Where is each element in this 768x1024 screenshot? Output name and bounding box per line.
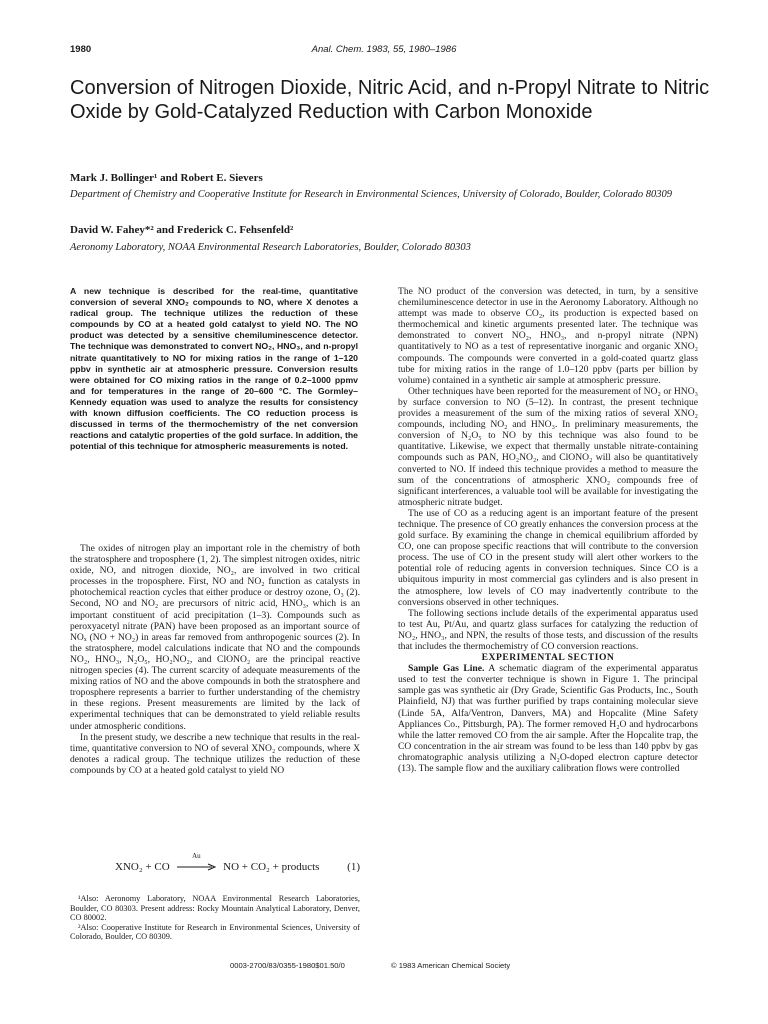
footnotes xyxy=(70,894,360,942)
body-paragraph-3: The use of CO as a reducing agent is an important feature of the present technique. The presence of CO greatly enhances the conversion process at the gold surface. By examining the change in chemical equilibrium afforded by CO, one can propose specific reactions that will contribute to the conversion process. The use of CO in the present study will alert other workers to the potential role of reducing agents in conversion techniques. Since CO is a ubiquitous impurity in most commercial gas cylinders and is also present in the atmosphere, low levels of CO may inadvertently contribute to the conversions observed in other techniques. xyxy=(398,507,698,608)
right-column xyxy=(398,286,698,774)
intro-paragraph-2: In the present study, we describe a new technique that results in the real-time, quantitative conversion to NO of several XNO₂ compounds, where X denotes a radical group. The technique utilizes the reduction of these compounds by CO at a heated gold catalyst to yield NO xyxy=(70,731,360,776)
page-number: 1980 xyxy=(70,44,92,55)
affiliation-2: Aeronomy Laboratory, NOAA Environmental Research Laboratories, Boulder, Colorado 80303 xyxy=(70,242,471,253)
section-heading: EXPERIMENTAL SECTION xyxy=(481,652,615,664)
page-header xyxy=(70,44,698,58)
intro-paragraph-1: The oxides of nitrogen play an important role in the chemistry of both the stratosphere and troposphere (1, 2). The simplest nitrogen oxides, nitric oxide, NO, and nitrogen dioxide, NO₂, are involved in two critical processes in the troposphere. First, NO and NO₂ function as catalysts in photochemical reaction cycles that either produce or destroy ozone, O₃ (2). Second, NO and NO₂ are precursors of nitric acid, HNO₃, which is an important constituent of acid precipitation (1–3). Compounds such as peroxyacetyl nitrate (PAN) have been proposed as an important source of NOₓ (NO + NO₂) in areas far removed from anthropogenic sources (2). In the stratosphere, model calculations indicate that NO and the compounds NO₂, HNO₃, N₂O₅, HO₂NO₂, and ClONO₂ are the principal reactive nitrogen species (4). The current scarcity of adequate measurements of the mixing ratios of NO and the above compounds in both the stratosphere and troposphere represents a barrier to further understanding of the chemistry in these regions. Present measurements are limited by the lack of experimental techniques that can be demonstrated to yield reliable results under atmospheric conditions. xyxy=(70,543,360,732)
equation-number: (1) xyxy=(347,861,360,873)
catalyst-label: Au xyxy=(192,852,201,860)
equation-reactants: XNO₂ + CO xyxy=(115,861,170,873)
equation-products: NO + CO₂ + products xyxy=(223,861,320,873)
body-paragraph-1: The NO product of the conversion was detected, in turn, by a sensitive chemiluminescence detector in use in the Aeronomy Laboratory. Although no attempt was made to observe CO₂, its production is expected based on thermochemical and kinetic arguments presented later. The technique was demonstrated to convert NO₂, HNO₃, and n-propyl nitrate (NPN) quantitatively to NO as a test of representative inorganic and organic XNO₂ compounds. The compounds were converted in a gold-coated quartz glass tube for mixing ratios in the range of 1.0–120 ppbv (parts per billion by volume) contained in a synthetic air sample at atmospheric pressure. xyxy=(398,286,698,386)
doi-code: 0003-2700/83/0355-1980$01.50/0 xyxy=(230,961,345,970)
page-footer xyxy=(70,961,698,973)
subsection-paragraph xyxy=(398,663,698,774)
arrow-icon xyxy=(176,863,216,871)
copyright-notice: © 1983 American Chemical Society xyxy=(391,961,511,970)
subsection-text: A schematic diagram of the experimental apparatus used to test the converter technique is shown in Figure 1. The principal sample gas was synthetic air (Dry Grade, Scientific Gas Products, Inc., South Plainfield, NJ) that was further purified by traps containing molecular sieve (Linde 5A, Alfa/Ventron, Danvers, MA) and Hopcalite (Mine Safety Appliances Co., Pittsburgh, PA). The former removed H₂O and hydrocarbons while the latter removed CO from the air sample. After the Hopcalite trap, the CO concentration in the air stream was found to be less than 140 ppbv by gas chromatographic analysis utilizing a N₂O-doped electron capture detector (13). The sample flow and the auxiliary calibration flows were controlled xyxy=(398,663,698,775)
abstract: A new technique is described for the real-time, quantitative conversion of several XNO₂ compounds to NO, where X denotes a radical group. The technique utilizes the reduction of these compounds by CO at a heated gold catalyst to yield NO. The NO product was detected by a sensitive chemiluminescence detector. The technique was demonstrated to convert NO₂, HNO₃, and n-propyl nitrate quantitatively to NO for mixing ratios in the range of 1–120 ppbv in synthetic air at atmospheric pressure. Conversion results were obtained for CO mixing ratios in the range of 0.2–1000 ppmv and for temperatures in the range of 20–600 °C. The Gormley–Kennedy equation was used to analyze the results for consistency with known diffusion coefficients. The CO reduction process is discussed in terms of the thermochemistry of the net conversion reactions and catalytic properties of the gold surface. In addition, the potential of this technique for atmospheric measurements is noted. xyxy=(70,286,358,452)
affiliation-1: Department of Chemistry and Cooperative Institute for Research in Environmental Sciences, University of Colorado, Boulder, Colorado 80309 xyxy=(70,189,673,200)
body-paragraph-4: The following sections include details of the experimental apparatus used to test Au, Pt/Au, and quartz glass surfaces for catalyzing the reduction of NO₂, HNO₃, and NPN, the results of those tests, and discussion of the results that includes the thermochemistry of CO conversion reactions. xyxy=(398,607,698,652)
footnote-1: ¹Also: Aeronomy Laboratory, NOAA Environmental Research Laboratories, Boulder, CO 80303. Present address: Rocky Mountain Analytical Laboratory, Denver, CO 80002. xyxy=(70,894,360,923)
article-title: Conversion of Nitrogen Dioxide, Nitric Acid, and n-Propyl Nitrate to Nitric Oxide by Gold-Catalyzed Reduction with Carbon Monoxide xyxy=(70,77,710,123)
catalyst-arrow xyxy=(176,852,216,873)
equation-expression xyxy=(115,852,320,873)
author-line-1: Mark J. Bollinger¹ and Robert E. Sievers xyxy=(70,172,263,184)
author-line-2: David W. Fahey*² and Frederick C. Fehsenfeld² xyxy=(70,224,294,236)
intro-column xyxy=(70,543,360,776)
equation-1 xyxy=(80,852,360,879)
journal-citation: Anal. Chem. 1983, 55, 1980–1986 xyxy=(311,44,457,55)
body-paragraph-2: Other techniques have been reported for the measurement of NO₂ or HNO₃ by surface conversion to NO (5–12). In contrast, the present technique provides a measurement of the sum of the mixing ratios of several XNO₂ compounds, including NO₂ and HNO₃. In preliminary measurements, the conversion of N₂O₅ to NO by this technique was also found to be quantitative. Likewise, we expect that thermally unstable nitrate-containing compounds such as PAN, HO₂NO₂, and ClONO₂ will also be quantitatively converted to NO. If indeed this technique provides a method to measure the sum of the concentrations of atmospheric XNO₂ compounds free of significant interferences, a valuable tool will be available for investigating the atmospheric nitrate budget. xyxy=(398,385,698,508)
footnote-2: ²Also: Cooperative Institute for Research in Environmental Sciences, University of Colorado, Boulder, CO 80309. xyxy=(70,922,360,942)
subsection-heading: Sample Gas Line. xyxy=(408,663,485,675)
